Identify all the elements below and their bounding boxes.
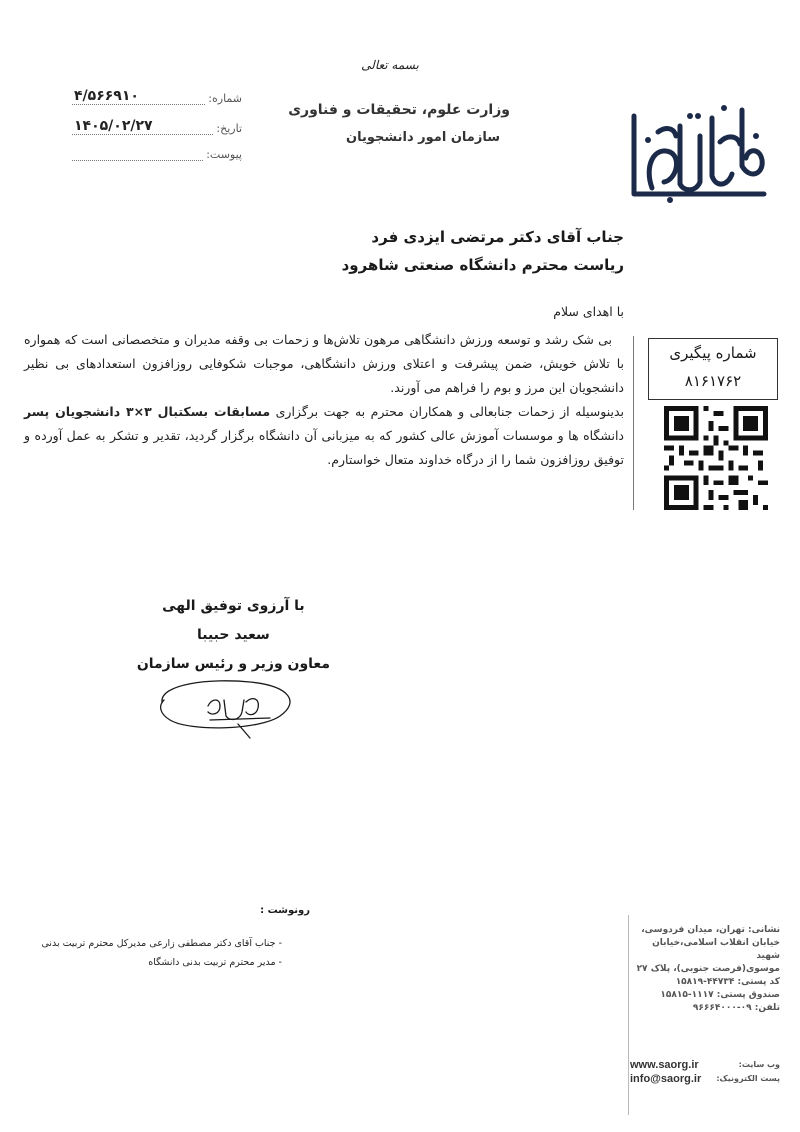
footer-divider [628, 915, 629, 1115]
tracking-label: شماره پیگیری [669, 344, 757, 362]
organization-name: سازمان امور دانشجویان [346, 130, 500, 145]
greeting: با اهدای سلام [553, 304, 624, 319]
ministry-name: وزارت علوم، تحقیقات و فناوری [288, 102, 510, 118]
tracking-box [648, 338, 778, 400]
email-link[interactable]: info@saorg.ir [630, 1073, 702, 1085]
cc-item: - مدیر محترم تربیت بدنی دانشگاه [148, 957, 282, 968]
signer-name: سعید حبیبا [196, 627, 270, 643]
qr-code [660, 406, 772, 510]
closing-wish: با آرزوی توفیق الهی [162, 598, 305, 614]
tracking-number: ۸۱۶۱۷۶۲ [684, 372, 742, 390]
addressee-title: ریاست محترم دانشگاه صنعتی شاهرود [341, 256, 624, 274]
website-label: وب سایت: [738, 1060, 780, 1069]
paragraph-2-start: بدینوسیله از زحمات جنابعالی و همکاران محترم به جهت برگزاری [275, 404, 624, 419]
organization-logo [624, 96, 776, 210]
contact-web [630, 1058, 780, 1086]
addressee-name: جناب آقای دکتر مرتضی ایزدی فرد [371, 228, 624, 246]
postal-code: کد پستی: ۴۴۷۳۴-۱۵۸۱۹ [675, 977, 780, 987]
attachment-field [72, 148, 242, 161]
cc-item: - جناب آقای دکتر مصطفی زارعی مدیرکل محترم تربیت بدنی [41, 938, 282, 949]
paragraph-1: بی شک رشد و توسعه ورزش دانشگاهی مرهون تلاش‌ها و زحمات بی وقفه مدیران و متخصصانی است که همواره با تلاش خویش، ضمن پیشرفت و اعتلای ورزش دانشگاهی، موجبات شکوفایی روزافزون استعدادهای بی نظیر دانشجویان این مرز و بوم را فراهم می آورند. [24, 332, 624, 395]
email-label: پست الکترونیک: [716, 1074, 780, 1083]
website-link[interactable]: www.saorg.ir [630, 1059, 699, 1071]
letter-body [24, 300, 624, 472]
po-box: صندوق پستی: ۱۱۱۷-۱۵۸۱۵ [660, 990, 780, 1000]
tracking-divider [633, 336, 634, 510]
letter-number-field [72, 88, 242, 105]
handwritten-signature [150, 672, 300, 742]
letter-number-label: شماره: [208, 92, 242, 105]
letter-date-value: ۱۴۰۵/۰۲/۲۷ [72, 118, 213, 135]
postal-address [630, 924, 780, 1015]
competition-name: مسابقات بسکتبال ۳×۳ دانشجویان پسر [24, 404, 271, 419]
address-line: نشانی: تهران، میدان فردوسی، [641, 925, 780, 935]
paragraph-2-end: دانشگاه ها و موسسات آموزش عالی کشور که به میزبانی آن دانشگاه برگزار گردید، تقدیر و تشکر به عمل آورده و توفیق روزافزون شما را از درگاه خداوند متعال خواستارم. [24, 428, 624, 467]
phone: تلفن: ۰۹-۹۶۶۶۴۰۰۰ [692, 1003, 780, 1013]
letter-number-value: ۴/۵۶۶۹۱۰ [72, 88, 205, 105]
cc-title: رونوشت : [260, 905, 310, 916]
letter-date-label: تاریخ: [216, 122, 242, 135]
attachment-label: پیوست: [206, 148, 242, 161]
basmala: بسمه تعالی [361, 58, 419, 72]
signature-block [137, 592, 330, 679]
cc-list [41, 934, 282, 972]
address-line: خیابان انقلاب اسلامی،خیابان شهید [652, 938, 780, 961]
letter-date-field [72, 118, 242, 135]
address-line: موسوی(فرصت جنوبی)، پلاک ۲۷ [636, 964, 780, 974]
paragraph-2 [24, 400, 624, 472]
attachment-value [72, 160, 203, 161]
signer-title: معاون وزیر و رئیس سازمان [136, 656, 330, 672]
